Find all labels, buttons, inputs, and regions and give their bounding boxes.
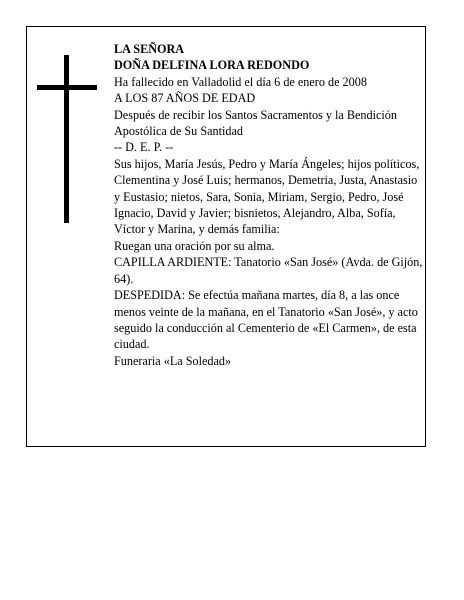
funeral-home: Funeraria «La Soledad»	[114, 353, 232, 368]
family-list: Sus hijos, María Jesús, Pedro y María Ángeles; hijos políticos, Clementina y José Luis; hermanos, Demetria, Justa, Anastasio y Eustasio; nietos, Sara, Sonia, Miriam, Sergio, Pedro, José Ignacio, David y Javier; bisnietos, Alejandro, Alba, Sofía, Víctor y Marina, y demás familia:	[114, 156, 420, 237]
latin-cross-icon	[37, 55, 97, 223]
age-statement: A LOS 87 AÑOS DE EDAD	[114, 91, 256, 106]
cross-horizontal-bar	[37, 85, 97, 90]
notice-title: LA SEÑORA	[114, 42, 185, 56]
cross-vertical-bar	[64, 55, 69, 223]
rip-line: -- D. E. P. --	[114, 140, 174, 155]
deceased-name: DOÑA DELFINA LORA REDONDO	[114, 58, 310, 73]
obituary-notice	[26, 26, 426, 447]
farewell-info: DESPEDIDA: Se efectúa mañana martes, día 8, a las once menos veinte de la mañana, en el Tanatorio «San José», y acto seguido la conducción al Cementerio de «El Carmen», de esta ciudad.	[114, 288, 418, 352]
prayer-request: Ruegan una oración por su alma.	[114, 238, 275, 253]
chapel-info: CAPILLA ARDIENTE: Tanatorio «San José» (Avda. de Gijón, 64).	[114, 255, 423, 286]
death-statement: Ha fallecido en Valladolid el día 6 de enero de 2008	[114, 74, 367, 89]
notice-text	[114, 41, 426, 369]
sacraments-statement: Después de recibir los Santos Sacramentos y la Bendición Apostólica de Su Santidad	[114, 107, 397, 139]
